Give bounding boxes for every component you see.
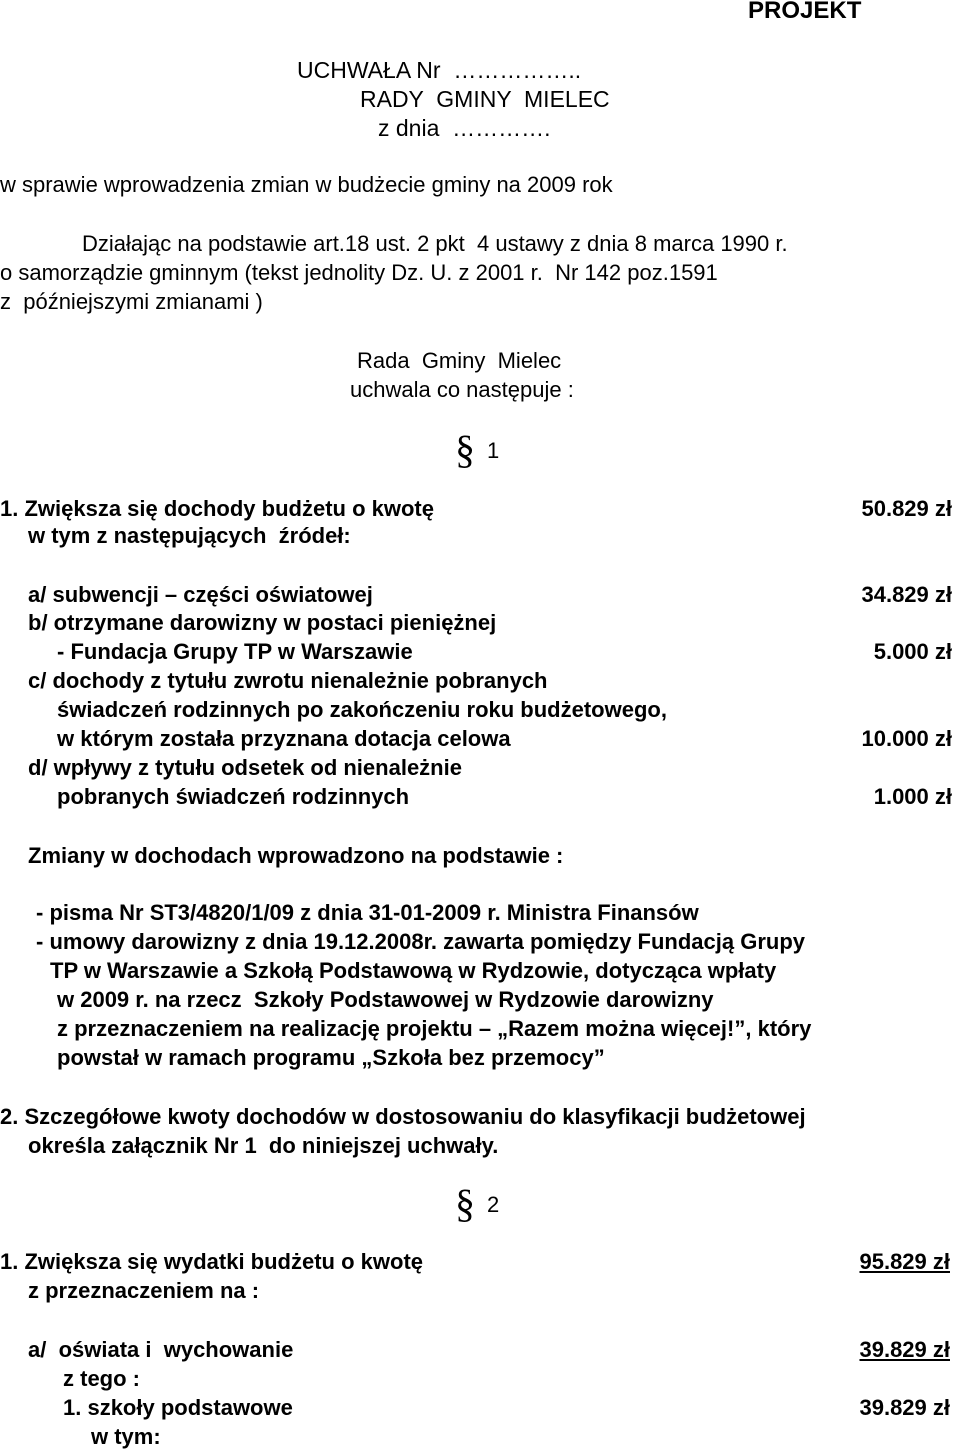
income-b-amount: 5.000 zł [873, 639, 952, 664]
basis-line-2: o samorządzie gminnym (tekst jednolity Dz. U. z 2001 r. Nr 142 poz.1591 [0, 260, 718, 285]
expenditure-increase-amount: 95.829 zł [859, 1249, 950, 1274]
changes-line-6: powstał w ramach programu „Szkoła bez przemocy” [57, 1045, 605, 1070]
income-d-label: d/ wpływy z tytułu odsetek od nienależnie [28, 755, 462, 780]
income-increase-label: 1. Zwiększa się dochody budżetu o kwotę [0, 496, 434, 521]
income-c-line-2: świadczeń rodzinnych po zakończeniu roku budżetowego, [57, 697, 667, 722]
expenditure-a1-sub: w tym: [91, 1424, 161, 1449]
changes-line-2: - umowy darowizny z dnia 19.12.2008r. zawarta pomiędzy Fundacją Grupy [36, 929, 806, 954]
section-sign-2: § [455, 1181, 475, 1226]
expenditure-a-sub: z tego : [63, 1366, 140, 1391]
income-increase-amount: 50.829 zł [861, 496, 952, 521]
basis-council: Rada Gminy Mielec [357, 348, 562, 373]
income-c-line-3: w którym została przyznana dotacja celowa [57, 726, 511, 751]
resolution-subject: w sprawie wprowadzenia zmian w budżecie gminy na 2009 rok [0, 172, 613, 197]
item-2-line-2: określa załącznik Nr 1 do niniejszej uchwały. [28, 1133, 499, 1158]
council-name: RADY GMINY MIELEC [360, 86, 610, 112]
basis-line-1: Działając na podstawie art.18 ust. 2 pkt 4 ustawy z dnia 8 marca 1990 r. [82, 231, 788, 256]
section-number-2: 2 [487, 1192, 500, 1217]
income-sources-label: w tym z następujących źródeł: [28, 523, 351, 548]
expenditure-a-amount: 39.829 zł [859, 1337, 950, 1362]
changes-line-1: - pisma Nr ST3/4820/1/09 z dnia 31-01-2009 r. Ministra Finansów [36, 900, 699, 925]
income-d-amount: 1.000 zł [873, 784, 952, 809]
expenditure-purpose-label: z przeznaczeniem na : [28, 1278, 260, 1303]
section-sign-1: § [455, 427, 475, 472]
income-a-amount: 34.829 zł [861, 582, 952, 607]
basis-resolves: uchwala co następuje : [350, 377, 574, 402]
resolution-date: z dnia …………. [378, 115, 551, 141]
income-b-sub: - Fundacja Grupy TP w Warszawie [57, 639, 413, 664]
item-2-line-1: 2. Szczegółowe kwoty dochodów w dostosowaniu do klasyfikacji budżetowej [0, 1104, 806, 1129]
projekt-label: PROJEKT [748, 0, 862, 24]
income-c-amount: 10.000 zł [861, 726, 952, 751]
expenditure-a1-amount: 39.829 zł [859, 1395, 950, 1420]
changes-line-4: w 2009 r. na rzecz Szkoły Podstawowej w Rydzowie darowizny [57, 987, 714, 1012]
basis-line-3: z późniejszymi zmianami ) [0, 289, 263, 314]
changes-line-3: TP w Warszawie a Szkołą Podstawową w Rydzowie, dotycząca wpłaty [50, 958, 777, 983]
changes-intro: Zmiany w dochodach wprowadzono na podstawie : [28, 843, 564, 868]
income-b-label: b/ otrzymane darowizny w postaci pieniężnej [28, 610, 497, 635]
income-a-label: a/ subwencji – części oświatowej [28, 582, 373, 607]
changes-line-5: z przeznaczeniem na realizację projektu – „Razem można więcej!”, który [57, 1016, 812, 1041]
income-c-label: c/ dochody z tytułu zwrotu nienależnie pobranych [28, 668, 548, 693]
resolution-title: UCHWAŁA Nr …………….. [297, 57, 582, 83]
expenditure-a-label: a/ oświata i wychowanie [28, 1337, 294, 1362]
expenditure-increase-label: 1. Zwiększa się wydatki budżetu o kwotę [0, 1249, 424, 1274]
section-number-1: 1 [487, 438, 500, 463]
income-d-line-2: pobranych świadczeń rodzinnych [57, 784, 410, 809]
expenditure-a1-label: 1. szkoły podstawowe [63, 1395, 293, 1420]
